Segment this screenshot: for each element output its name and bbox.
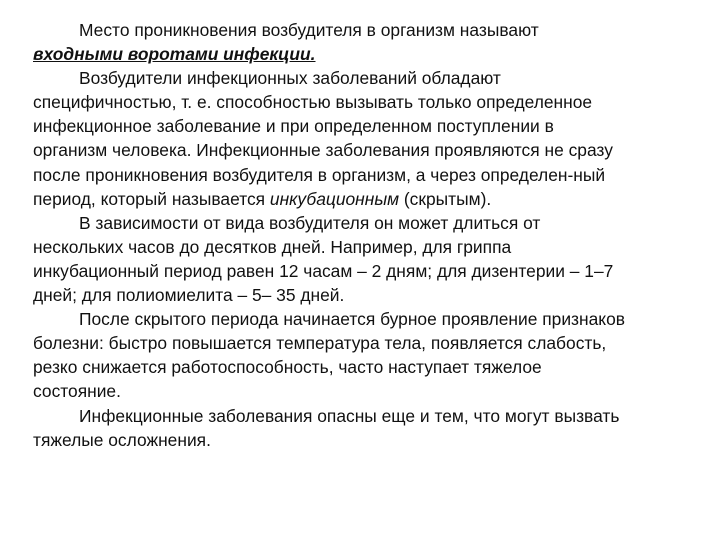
emphasis-term: входными воротами инфекции. [33,44,316,65]
text-line: болезни: быстро повышается температура тела, появляется слабость, [33,333,607,354]
text-segment: период, который называется [33,188,270,209]
text-block [33,18,711,452]
text-line: инфекционное заболевание и при определенном поступлении в [33,116,554,137]
text-line: нескольких часов до десятков дней. Например, для гриппа [33,236,512,257]
paragraph-specificity [33,66,711,211]
text-line: Место проникновения возбудителя в организм называют [79,20,539,40]
text-line: дней; для полиомиелита – 5– 35 дней. [33,285,345,306]
text-line: В зависимости от вида возбудителя он может длиться от [79,212,541,233]
text-line: После скрытого периода начинается бурное проявление признаков [79,309,626,330]
text-line: Инфекционные заболевания опасны еще и тем, что могут вызвать [79,405,620,426]
text-line: после проникновения возбудителя в организм, а через определен-ный [33,164,606,185]
text-line: специфичностью, т. е. способностью вызывать только определенное [33,92,593,113]
paragraph-entry-gate [33,18,711,66]
paragraph-incubation-duration [33,211,711,307]
text-line: Возбудители инфекционных заболеваний обладают [79,68,501,89]
text-line [33,187,711,211]
text-line: резко снижается работоспособность, часто наступает тяжелое [33,357,542,378]
text-line: состояние. [33,381,121,402]
text-line: инкубационный период равен 12 часам – 2 дням; для дизентерии – 1–7 [33,260,614,281]
paragraph-complications [33,404,711,452]
paragraph-symptoms [33,307,711,403]
italic-term: инкубационным [269,188,400,209]
text-line: тяжелые осложнения. [33,429,211,450]
text-segment: (скрытым). [399,188,492,209]
text-line: организм человека. Инфекционные заболевания проявляются не сразу [33,140,613,161]
